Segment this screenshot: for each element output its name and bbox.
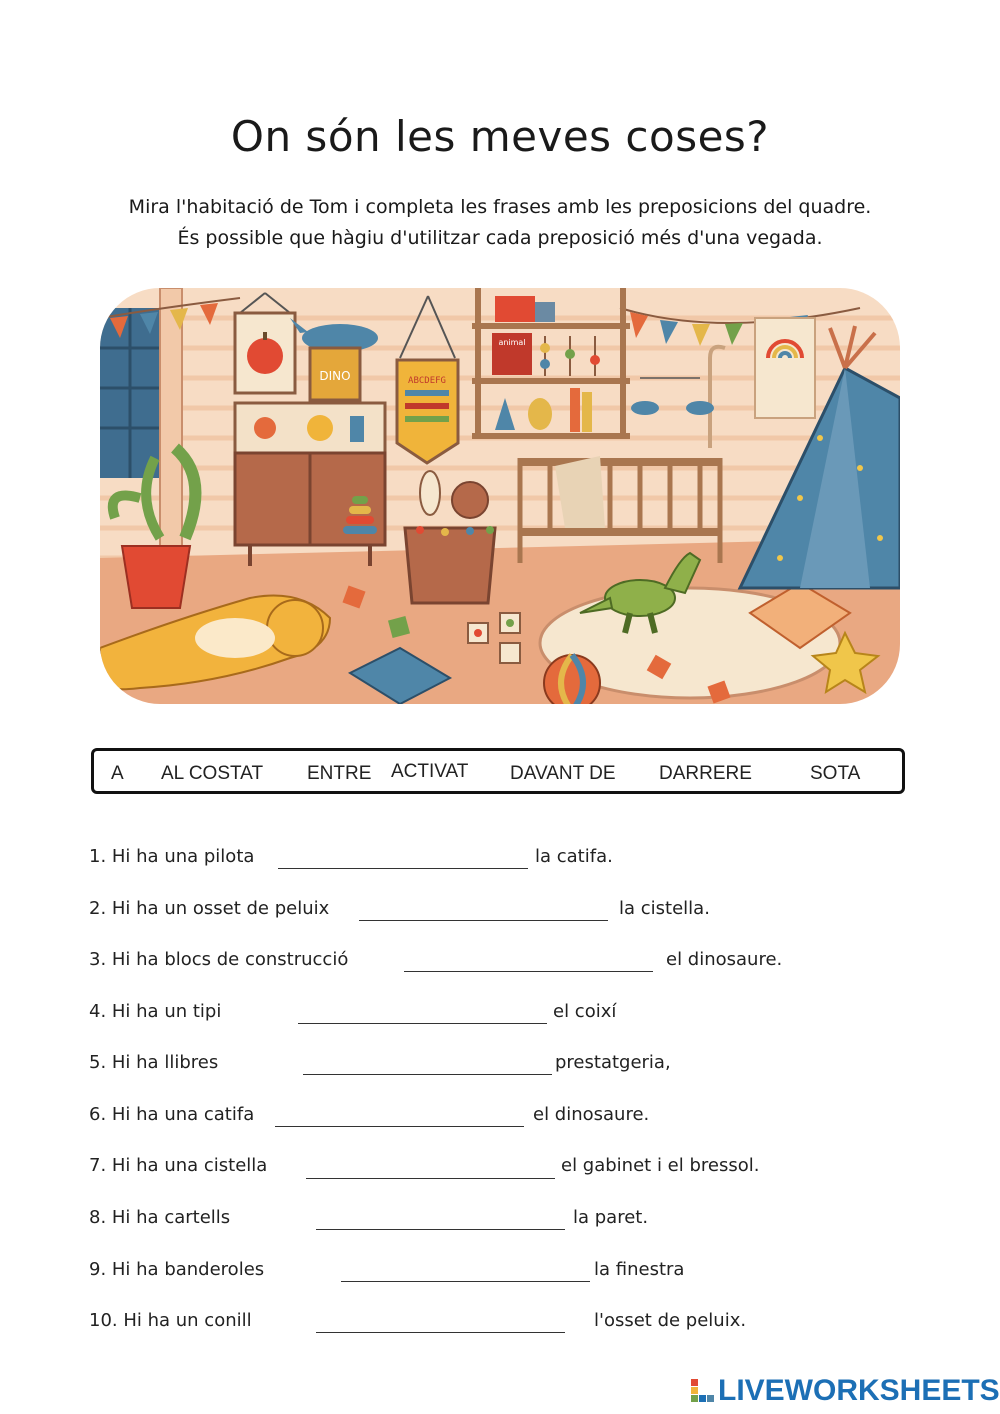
exercise-6-prefix: 6. Hi ha una catifa [89,1104,255,1125]
word-bank-item: ACTIVAT [391,761,469,782]
exercise-4-prefix: 4. Hi ha un tipi [89,1001,222,1022]
shelf-book-label: animal [498,338,526,347]
exercise-9-prefix: 9. Hi ha banderoles [89,1259,265,1280]
exercise-10-blank[interactable] [316,1332,565,1333]
liveworksheets-logo [690,1374,1000,1408]
exercise-2-suffix: la cistella. [619,898,710,919]
word-bank-item: ENTRE [307,763,372,784]
exercise-5-prefix: 5. Hi ha llibres [89,1052,219,1073]
exercise-9-suffix: la finestra [594,1259,685,1280]
alphabet-banner-text: ABCDEFG [408,376,446,386]
exercise-7-suffix: el gabinet i el bressol. [561,1155,760,1176]
exercise-1-blank[interactable] [278,868,528,869]
word-bank-item: A [111,763,124,784]
exercise-8-blank[interactable] [316,1229,565,1230]
exercise-4-suffix: el coixí [553,1001,617,1022]
exercise-6-blank[interactable] [275,1126,524,1127]
exercise-1-suffix: la catifa. [535,846,613,867]
instruction-line-2: És possible que hàgiu d'utilitzar cada preposició més d'una vegada. [177,227,823,249]
exercise-5-suffix: prestatgeria, [555,1052,671,1073]
instruction-line-1: Mira l'habitació de Tom i completa les frases amb les preposicions del quadre. [128,196,872,218]
rainbow-poster [755,318,815,418]
exercise-8-suffix: la paret. [573,1207,649,1228]
liveworksheets-icon [690,1377,716,1405]
brand-text: LIVEWORKSHEETS [718,1374,1000,1407]
exercise-10-suffix: l'osset de peluix. [594,1310,747,1331]
exercise-10-prefix: 10. Hi ha un conill [89,1310,252,1331]
cabinet [235,403,385,566]
dino-poster [310,348,360,400]
room-illustration [100,288,900,704]
word-bank-item: DAVANT DE [510,763,616,784]
exercise-5-blank[interactable] [303,1074,552,1075]
room-svg [100,288,900,704]
exercise-3-prefix: 3. Hi ha blocs de construcció [89,949,349,970]
page-title: On són les meves coses? [230,112,770,161]
word-bank-item: SOTA [810,763,861,784]
exercise-8-prefix: 8. Hi ha cartells [89,1207,231,1228]
exercise-3-suffix: el dinosaure. [666,949,783,970]
word-bank-box [91,748,905,794]
exercise-7-blank[interactable] [306,1178,555,1179]
exercise-6-suffix: el dinosaure. [533,1104,650,1125]
exercise-3-blank[interactable] [404,971,653,972]
exercise-1-prefix: 1. Hi ha una pilota [89,846,255,867]
exercise-7-prefix: 7. Hi ha una cistella [89,1155,268,1176]
exercise-2-blank[interactable] [359,920,608,921]
dino-poster-text: DINO [319,369,351,383]
exercise-9-blank[interactable] [341,1281,590,1282]
toy-ball [544,655,600,704]
exercise-4-blank[interactable] [298,1023,547,1024]
exercise-2-prefix: 2. Hi ha un osset de peluix [89,898,330,919]
word-bank-item: DARRERE [659,763,752,784]
word-bank-item: AL COSTAT [161,763,264,784]
